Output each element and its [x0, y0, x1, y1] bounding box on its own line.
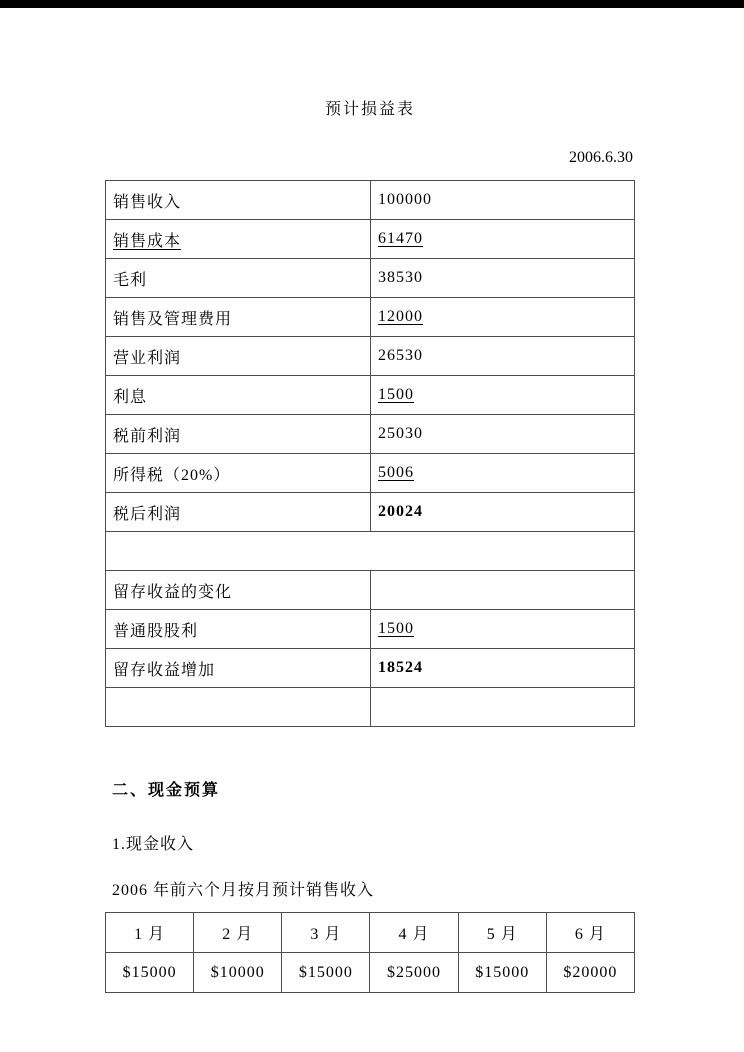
income-row: [106, 181, 635, 220]
income-row-label: [106, 259, 371, 298]
income-statement-table: [105, 180, 635, 727]
income-row: [106, 571, 635, 610]
income-row: [106, 376, 635, 415]
income-row-value: [371, 571, 635, 610]
income-row-value: [371, 415, 635, 454]
income-row-value: [371, 649, 635, 688]
cash-month-header: 4 月: [370, 913, 458, 953]
income-label-text: 销售收入: [113, 193, 182, 211]
income-label-text: 营业利润: [113, 349, 182, 367]
income-value-text: 100000: [378, 191, 432, 208]
income-row-label: [106, 181, 371, 220]
cash-table-value-row: [106, 953, 635, 993]
cash-month-header: 3 月: [282, 913, 370, 953]
income-row-label: [106, 688, 371, 727]
cash-month-value: $15000: [282, 953, 370, 993]
income-label-text: 税后利润: [113, 505, 182, 523]
income-row: [106, 688, 635, 727]
cash-month-header: 2 月: [194, 913, 282, 953]
income-row: [106, 220, 635, 259]
income-label-text: 税前利润: [113, 427, 182, 445]
top-border-bar: [0, 0, 744, 8]
cash-month-header: 6 月: [546, 913, 634, 953]
income-row: [106, 298, 635, 337]
income-row: [106, 337, 635, 376]
income-label-text: 销售及管理费用: [113, 310, 233, 328]
income-value-text: 61470: [378, 230, 423, 247]
income-label-text: 利息: [113, 388, 148, 406]
income-row-label: [106, 649, 371, 688]
income-row-value: [371, 337, 635, 376]
income-label-text: 所得税（20%）: [113, 466, 231, 484]
income-row-label: [106, 610, 371, 649]
income-row-label: [106, 376, 371, 415]
income-row-label: [106, 298, 371, 337]
income-value-text: 1500: [378, 386, 414, 403]
cash-month-value: $25000: [370, 953, 458, 993]
income-row-label: [106, 415, 371, 454]
cash-receipts-table: [105, 912, 635, 993]
cash-month-value: $15000: [458, 953, 546, 993]
income-value-text: 5006: [378, 464, 414, 481]
income-label-text: 销售成本: [113, 232, 182, 250]
income-row: [106, 259, 635, 298]
income-row: [106, 610, 635, 649]
income-row-value: [371, 493, 635, 532]
income-value-text: 1500: [378, 620, 414, 637]
cash-month-header: 1 月: [106, 913, 194, 953]
income-value-text: 18524: [378, 659, 423, 676]
income-label-text: 留存收益增加: [113, 661, 216, 679]
cash-month-value: $10000: [194, 953, 282, 993]
income-label-text: 普通股股利: [113, 622, 199, 640]
income-row-value: [371, 610, 635, 649]
income-row-value: [371, 298, 635, 337]
income-row-value: [371, 181, 635, 220]
income-row-value: [371, 220, 635, 259]
cash-month-header: 5 月: [458, 913, 546, 953]
document-page: [105, 96, 635, 993]
income-row: [106, 415, 635, 454]
document-title: 预计损益表: [324, 101, 415, 118]
income-row-value: [371, 688, 635, 727]
cash-table-caption: 2006 年前六个月按月预计销售收入: [112, 882, 375, 899]
cash-month-value: $15000: [106, 953, 194, 993]
income-row-label: [106, 454, 371, 493]
income-value-text: 38530: [378, 269, 423, 286]
document-date: 2006.6.30: [569, 149, 633, 166]
subsection-heading-cash-income: 1.现金收入: [112, 836, 195, 853]
income-row-label: [106, 220, 371, 259]
income-value-text: 26530: [378, 347, 423, 364]
income-row-value: [371, 454, 635, 493]
empty-cell: [106, 532, 635, 571]
income-row-value: [371, 376, 635, 415]
section-heading-cash-budget: 二、现金预算: [112, 782, 221, 799]
income-row-label: [106, 337, 371, 376]
income-value-text: 20024: [378, 503, 423, 520]
income-row-label: [106, 493, 371, 532]
income-row: [106, 649, 635, 688]
income-row: [106, 493, 635, 532]
cash-table-header-row: [106, 913, 635, 953]
income-row-value: [371, 259, 635, 298]
cash-month-value: $20000: [546, 953, 634, 993]
income-row: [106, 454, 635, 493]
income-row-label: [106, 571, 371, 610]
income-label-text: 留存收益的变化: [113, 583, 233, 601]
income-value-text: 12000: [378, 308, 423, 325]
income-label-text: 毛利: [113, 271, 148, 289]
income-value-text: 25030: [378, 425, 423, 442]
income-row: [106, 532, 635, 571]
